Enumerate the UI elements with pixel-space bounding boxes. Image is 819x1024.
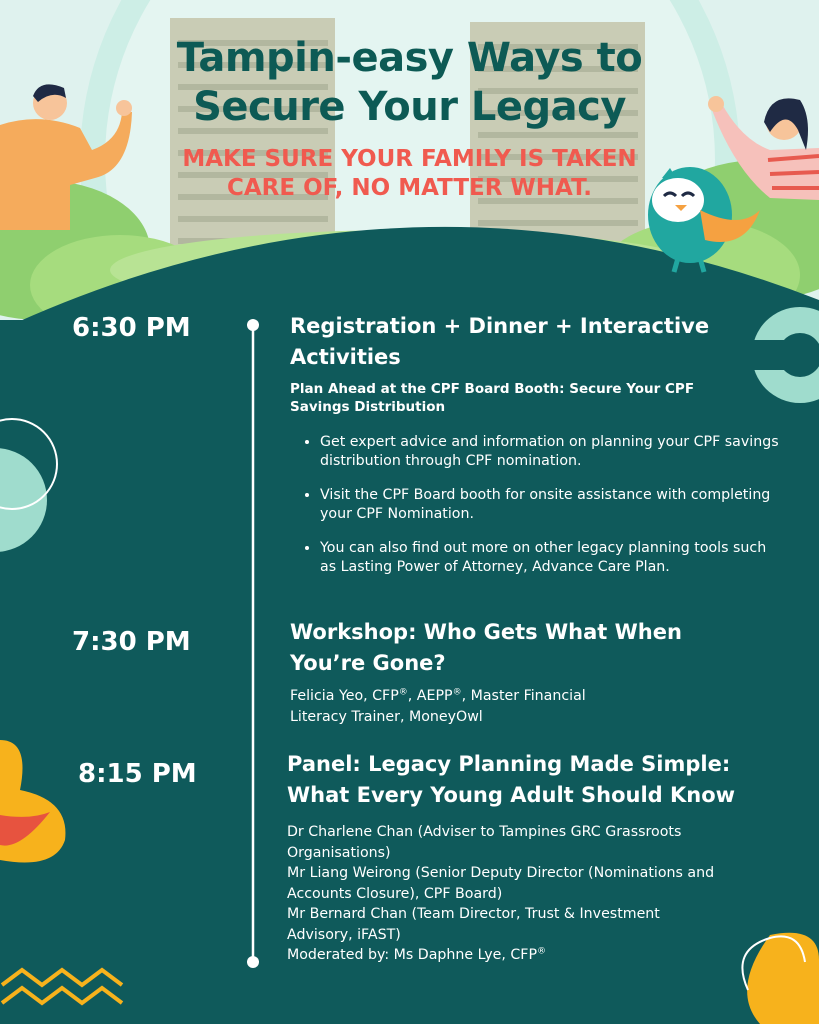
- poster-title-line1: Tampin-easy Ways to: [176, 35, 643, 81]
- schedule-time-815pm: 8:15 PM: [78, 759, 197, 789]
- cpf-booth-bullet-list: [290, 433, 780, 592]
- panelist-line: Mr Bernard Chan (Team Director, Trust & Investment: [287, 906, 660, 922]
- moderator-line: Moderated by: Ms Daphne Lye, CFP®: [287, 946, 547, 963]
- timeline-dot-top: [247, 319, 259, 331]
- schedule-subhead-cpf-booth: Plan Ahead at the CPF Board Booth: Secure Your CPF Savings Distribution: [290, 381, 695, 415]
- bullet-item: • You can also find out more on other legacy planning tools such as Lasting Power of Attorney, Advance Care Plan.: [320, 539, 780, 576]
- timeline-dot-bottom: [247, 956, 259, 968]
- panelist-line: Dr Charlene Chan (Adviser to Tampines GRC Grassroots: [287, 824, 682, 840]
- poster-subtitle-line2: CARE OF, NO MATTER WHAT.: [226, 175, 593, 201]
- panelist-line: Organisations): [287, 844, 391, 861]
- bullet-item: • Visit the CPF Board booth for onsite assistance with completing your CPF Nomination.: [320, 486, 780, 523]
- panelist-line: Accounts Closure), CPF Board): [287, 885, 503, 902]
- bullet-item: • Get expert advice and information on planning your CPF savings distribution through CPF nomination.: [320, 433, 780, 470]
- schedule-heading-panel: Panel: Legacy Planning Made Simple: What Every Young Adult Should Know: [287, 752, 736, 807]
- workshop-speaker: Felicia Yeo, CFP®, AEPP®, Master Financial Literacy Trainer, MoneyOwl: [290, 687, 586, 725]
- schedule-time-730pm: 7:30 PM: [72, 627, 191, 657]
- schedule-heading-registration: Registration + Dinner + Interactive Activities: [290, 314, 710, 369]
- schedule-time-630pm: 6:30 PM: [72, 313, 191, 343]
- panel-speakers: [287, 822, 714, 966]
- schedule-heading-workshop: Workshop: Who Gets What When You’re Gone?: [290, 620, 682, 675]
- poster-title-line2: Secure Your Legacy: [193, 84, 626, 130]
- poster-subtitle-line1: MAKE SURE YOUR FAMILY IS TAKEN: [182, 146, 637, 172]
- panelist-line: Advisory, iFAST): [287, 926, 401, 943]
- panelist-line: Mr Liang Weirong (Senior Deputy Director (Nominations and: [287, 865, 715, 881]
